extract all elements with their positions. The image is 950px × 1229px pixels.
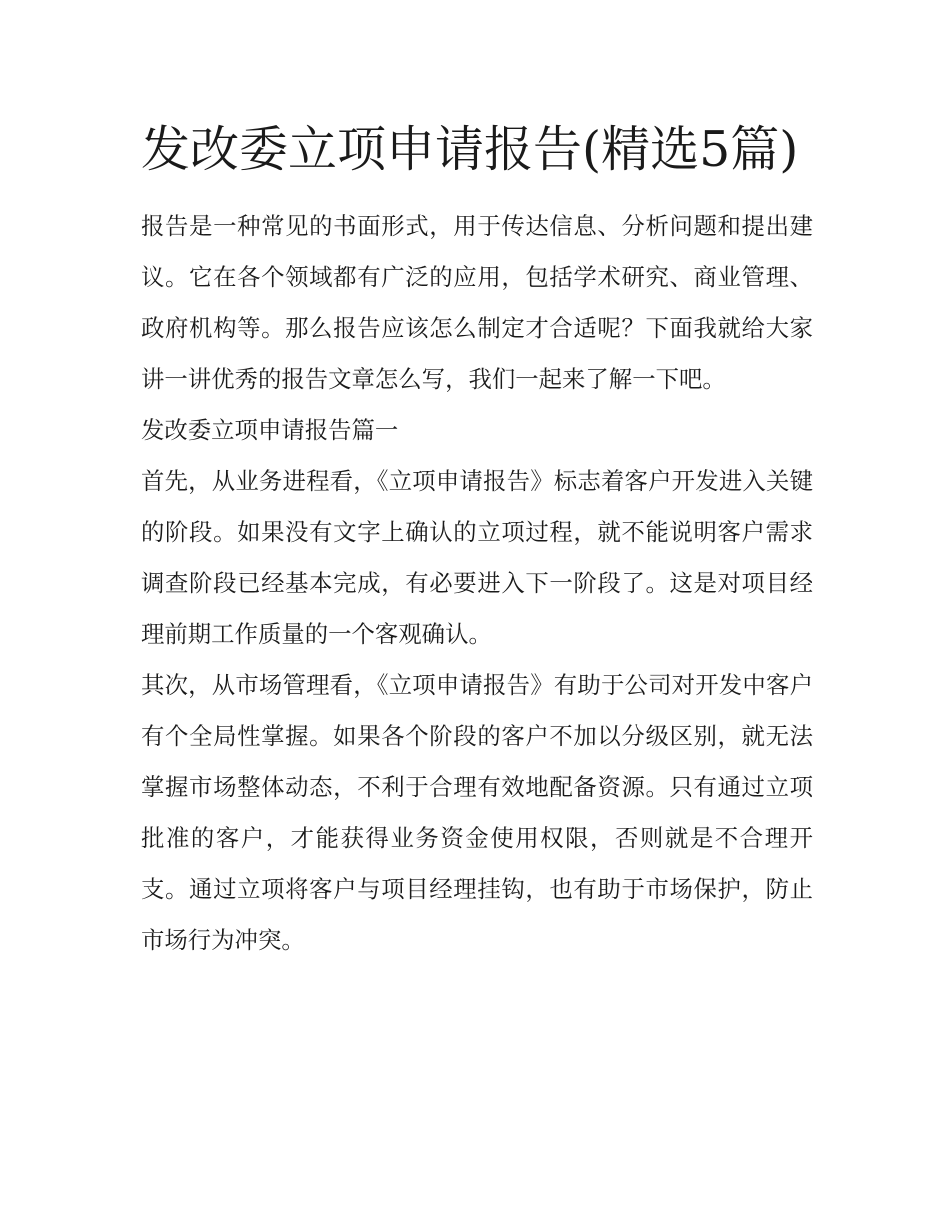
intro-paragraph: 报告是一种常见的书面形式，用于传达信息、分析问题和提出建议。它在各个领域都有广泛的应用，包括学术研究、商业管理、政府机构等。那么报告应该怎么制定才合适呢？下面我就给大家讲一讲优秀的报告文章怎么写，我们一起来了解一下吧。 [141, 212, 813, 393]
body-paragraph-2: 其次，从市场管理看，《立项申请报告》有助于公司对开发中客户有个全局性掌握。如果各个阶段的客户不加以分级区别，就无法掌握市场整体动态，不利于合理有效地配备资源。只有通过立项批准的客户，才能获得业务资金使用权限，否则就是不合理开支。通过立项将客户与项目经理挂钩，也有助于市场保护，防止市场行为冲突。 [141, 671, 813, 954]
section-heading: 发改委立项申请报告篇一 [141, 416, 399, 444]
body-paragraph-1: 首先，从业务进程看，《立项申请报告》标志着客户开发进入关键的阶段。如果没有文字上确认的立项过程，就不能说明客户需求调查阶段已经基本完成，有必要进入下一阶段了。这是对项目经理前期工作质量的一个客观确认。 [141, 467, 813, 648]
document-title: 发改委立项申请报告(精选5篇) [141, 121, 799, 178]
document-page [141, 112, 813, 966]
document-body [141, 201, 813, 966]
